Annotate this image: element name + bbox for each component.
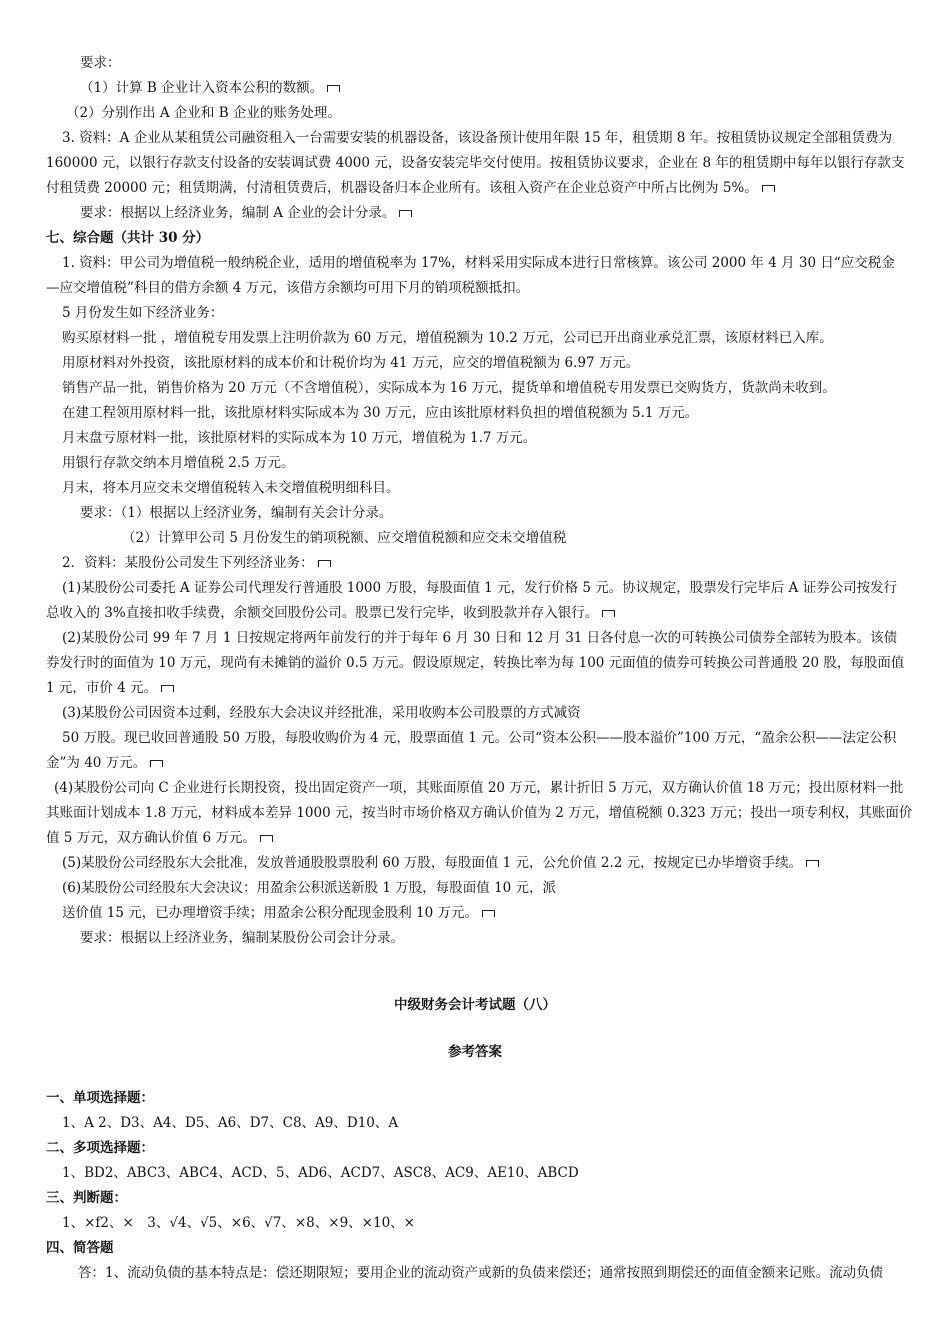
question-line: (2)某股份公司 99 年 7 月 1 日按规定将两年前发行的并于每年 6 月 30 日和 12 月 31 日各付息一次的可转换公司债券全部转为股本。该债	[62, 630, 898, 646]
question-line: 要求：根据以上经济业务，编制某股份公司会计分录。	[80, 930, 404, 946]
question-line: 值 5 万元，双方确认价值 6 万元。	[46, 829, 273, 847]
question-line: (6)某股份公司经股东大会决议：用盈余公积派送新股 1 万股，每股面值 10 元，派	[62, 880, 557, 896]
answer-line: 1、×f2、× 3、√4、√5、×6、√7、×8、×9、×10、×	[62, 1215, 415, 1231]
question-line: 月末，将本月应交未交增值税转入未交增值税明细科目。	[62, 480, 400, 496]
question-line: 2．资料：某股份公司发生下列经济业务：	[62, 554, 331, 572]
question-line: （1）计算 B 企业计入资本公积的数额。	[80, 79, 340, 97]
answer-line: 答：1、流动负债的基本特点是：偿还期限短；要用企业的流动资产或新的负债来偿还；通常按照到期偿还的面值金额来记账。流动负债	[78, 1265, 884, 1281]
question-line: 1. 资料：甲公司为增值税一般纳税企业，适用的增值税率为 17%，材料采用实际成本进行日常核算。该公司 2000 年 4 月 30 日“应交税金	[62, 255, 895, 271]
paragraph-mark-icon	[602, 610, 615, 617]
paragraph-mark-icon	[762, 185, 775, 192]
section-heading: 一、单项选择题：	[46, 1090, 154, 1106]
question-line: 用银行存款交纳本月增值税 2.5 万元。	[62, 455, 295, 471]
answer-line: 1、A 2、D3、A4、D5、A6、D7、C8、A9、D10、A	[62, 1115, 399, 1131]
question-line: 用原材料对外投资，该批原材料的成本价和计税价均为 41 万元，应交的增值税额为 6.97 万元。	[62, 355, 640, 371]
paragraph-mark-icon	[150, 760, 163, 767]
question-line: (5)某股份公司经股东大会批准，发放普通股股票股利 60 万股，每股面值 1 元，公允价值 2.2 元，按规定已办毕增资手续。	[62, 854, 819, 872]
question-line: 券发行时的面值为 10 万元，现尚有未摊销的溢价 0.5 万元。假设原规定，转换比率为每 100 元面值的债券可转换公司普通股 20 股，每股面值	[46, 655, 905, 671]
question-line: (3)某股份公司因资本过剩，经股东大会决议并经批准，采用收购本公司股票的方式减资	[62, 705, 581, 721]
section-heading: 二、多项选择题：	[46, 1140, 154, 1156]
section-heading: 七、综合题（共计 30 分）	[46, 230, 210, 246]
paragraph-mark-icon	[161, 685, 174, 692]
question-line: 160000 元，以银行存款支付设备的安装调试费 4000 元，设备安装完毕交付使用。按租赁协议要求，企业在 8 年的租赁期中每年以银行存款支	[46, 155, 905, 171]
paragraph-mark-icon	[482, 910, 495, 917]
question-line: 50 万股。现已收回普通股 50 万股，每股收购价为 4 元，股票面值 1 元。公司“资本公积——股本溢价”100 万元，“盈余公积——法定公积	[62, 730, 897, 746]
question-line: 月末盘亏原材料一批，该批原材料的实际成本为 10 万元，增值税为 1.7 万元。	[62, 430, 537, 446]
exam-title: 中级财务会计考试题（八）	[394, 997, 556, 1013]
question-line: (4)某股份公司向 C 企业进行长期投资，投出固定资产一项，其账面原值 20 万元，累计折旧 5 万元，双方确认价值 18 万元；投出原材料一批	[54, 780, 904, 796]
question-line: 3. 资料：A 企业从某租赁公司融资租入一台需要安装的机器设备，该设备预计使用年限 15 年，租赁期 8 年。按租赁协议规定全部租赁费为	[62, 130, 893, 146]
question-line: 送价值 15 元，已办理增资手续；用盈余公积分配现金股利 10 万元。	[62, 904, 495, 922]
question-line: —应交增值税”科目的借方余额 4 万元，该借方余额均可用下月的销项税额抵扣。	[46, 280, 530, 296]
answers-title: 参考答案	[448, 1044, 502, 1060]
section-heading: 三、判断题：	[46, 1190, 127, 1206]
question-line: （2）分别作出 A 企业和 B 企业的账务处理。	[66, 105, 341, 121]
question-line: 销售产品一批，销售价格为 20 万元（不含增值税），实际成本为 16 万元，提货单和增值税专用发票已交购货方，货款尚未收到。	[62, 380, 836, 396]
question-line: 付租赁费 20000 元；租赁期满，付清租赁费后，机器设备归本企业所有。该租入资产在企业总资产中所占比例为 5%。	[46, 179, 775, 197]
question-line: 5 月份发生如下经济业务：	[62, 305, 224, 321]
question-line: 在建工程领用原材料一批，该批原材料实际成本为 30 万元，应由该批原材料负担的增值税额为 5.1 万元。	[62, 405, 699, 421]
paragraph-mark-icon	[260, 835, 273, 842]
question-line: 金”为 40 万元。	[46, 754, 163, 772]
question-line: 要求：根据以上经济业务，编制 A 企业的会计分录。	[80, 204, 412, 222]
answer-line: 1、BD2、ABC3、ABC4、ACD、5、AD6、ACD7、ASC8、AC9、AE10、ABCD	[62, 1165, 579, 1181]
requirement-heading: 要求：	[80, 55, 121, 71]
question-line: （2）计算甲公司 5 月份发生的销项税额、应交增值税额和应交未交增值税	[122, 530, 567, 546]
question-line: 其账面计划成本 1.8 万元，材料成本差异 1000 元，按当时市场价格双方确认价值为 2 万元，增值税额 0.323 万元；投出一项专利权，其账面价	[46, 805, 913, 821]
paragraph-mark-icon	[806, 860, 819, 867]
question-line: 购买原材料一批 ，增值税专用发票上注明价款为 60 万元，增值税额为 10.2 万元，公司已开出商业承兑汇票，该原材料已入库。	[62, 330, 833, 346]
paragraph-mark-icon	[399, 210, 412, 217]
paragraph-mark-icon	[327, 85, 340, 92]
paragraph-mark-icon	[318, 560, 331, 567]
question-line: 1 元，市价 4 元。	[46, 679, 174, 697]
question-line: 要求：（1）根据以上经济业务，编制有关会计分录。	[80, 505, 393, 521]
section-heading: 四、简答题	[46, 1240, 114, 1256]
question-line: (1)某股份公司委托 A 证券公司代理发行普通股 1000 万股，每股面值 1 元，发行价格 5 元。协议规定，股票发行完毕后 A 证券公司按发行	[62, 580, 898, 596]
question-line: 总收入的 3%直接扣收手续费，余额交回股份公司。股票已发行完毕，收到股款并存入银行。	[46, 604, 615, 622]
